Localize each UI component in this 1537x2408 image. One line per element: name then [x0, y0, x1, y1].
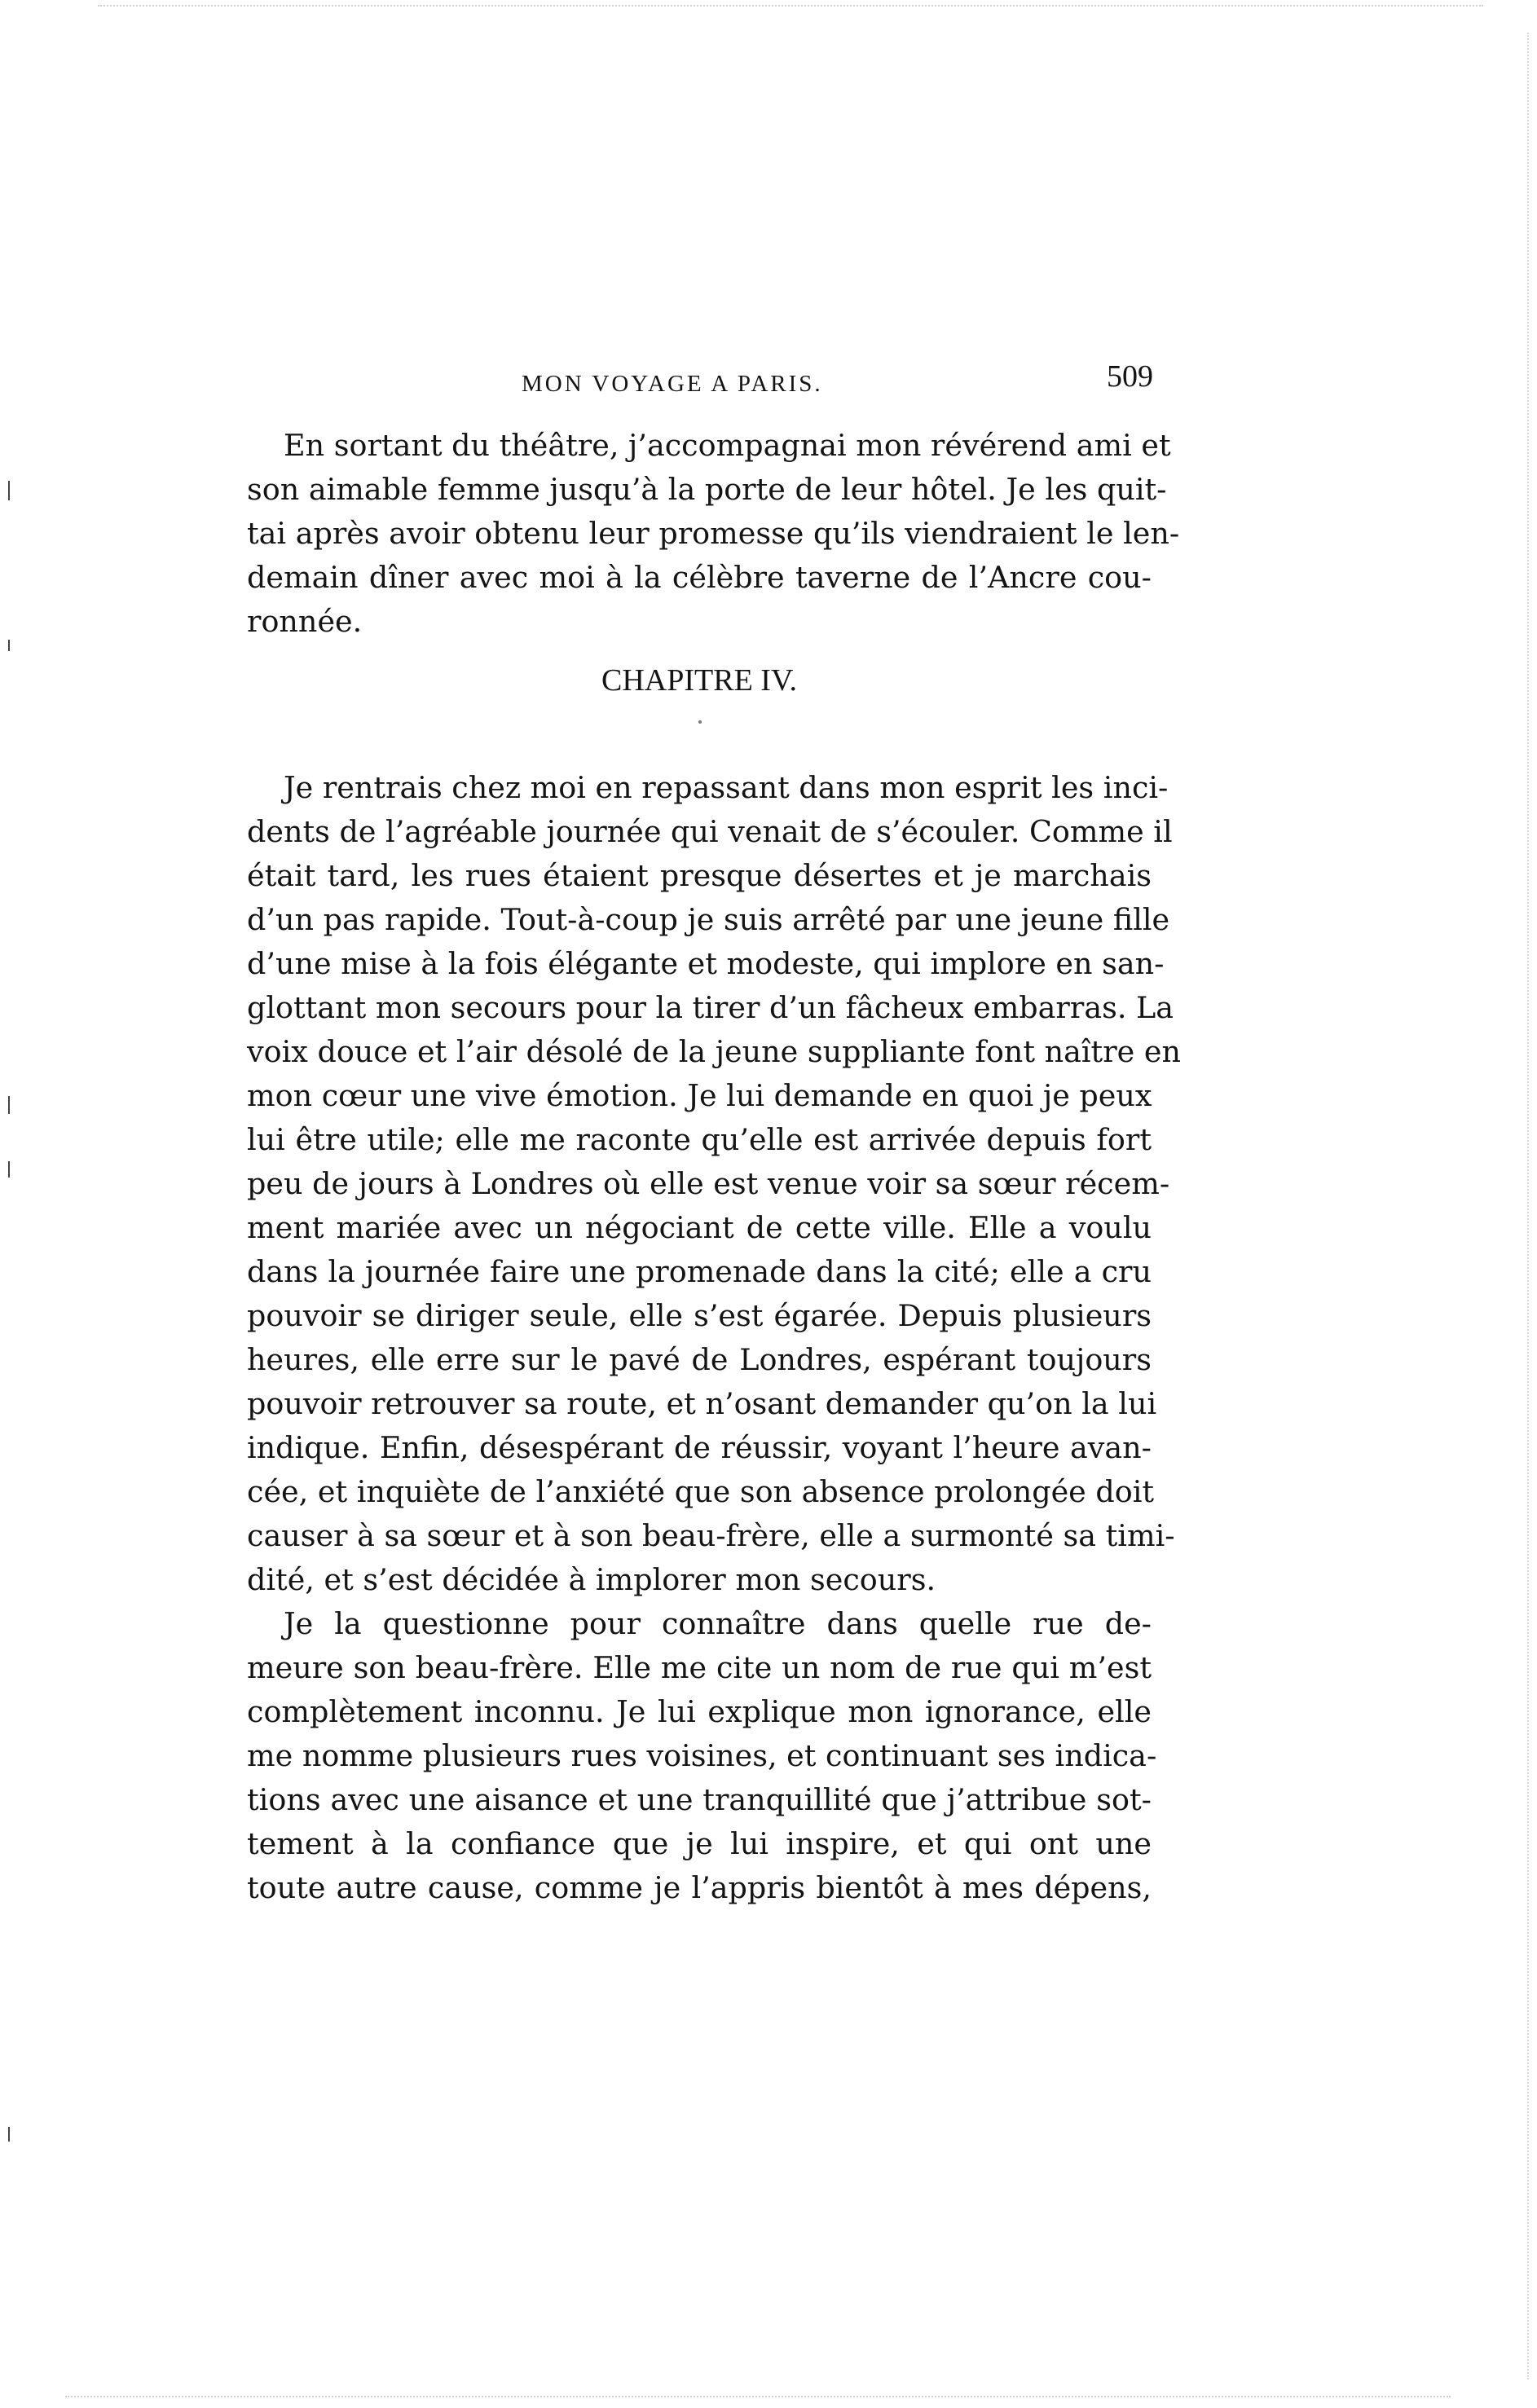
page-number: 509: [1107, 359, 1153, 394]
text-line: tai après avoir obtenu leur promesse qu’ils viendraient le len-: [247, 516, 1180, 551]
text-line: était tard, les rues étaient presque désertes et je marchais: [247, 858, 1152, 893]
text-line: dans la journée faire une promenade dans la cité; elle a cru: [247, 1254, 1152, 1289]
text-line: demain dîner avec moi à la célèbre taverne de l’Ancre cou-: [247, 560, 1152, 595]
text-line: Je rentrais chez moi en repassant dans mon esprit les inci-: [284, 770, 1169, 805]
paragraph-2: [247, 766, 1181, 1602]
page-header: [249, 359, 1153, 407]
margin-tick: [8, 1096, 10, 1114]
text-line: d’une mise à la fois élégante et modeste, qui implore en san-: [247, 946, 1165, 981]
margin-tick: [8, 481, 10, 500]
text-line: toute autre cause, comme je l’appris bientôt à mes dépens,: [247, 1870, 1152, 1905]
text-line: mon cœur une vive émotion. Je lui demande en quoi je peux: [247, 1078, 1152, 1113]
text-line: son aimable femme jusqu’à la porte de leur hôtel. Je les quit-: [247, 472, 1167, 507]
text-line: causer à sa sœur et à son beau-frère, elle a surmonté sa timi-: [247, 1518, 1175, 1553]
text-line: lui être utile; elle me raconte qu’elle est arrivée depuis fort: [247, 1122, 1152, 1157]
margin-tick: [8, 1161, 10, 1178]
text-line: d’un pas rapide. Tout-à-coup je suis arrêté par une jeune fille: [247, 902, 1170, 937]
scan-edge-top: [98, 5, 1483, 8]
scan-edge-right: [1527, 33, 1530, 2379]
margin-tick: [8, 640, 10, 651]
text-line: tions avec une aisance et une tranquillité que j’attribue sot-: [247, 1782, 1152, 1817]
text-line: pouvoir se diriger seule, elle s’est égarée. Depuis plusieurs: [247, 1298, 1152, 1333]
text-line: ronnée.: [247, 604, 363, 639]
scan-edge-bottom: [65, 2396, 1451, 2399]
text-line: dents de l’agréable journée qui venait de s’écouler. Comme il: [247, 814, 1173, 849]
text-line: heures, elle erre sur le pavé de Londres, espérant toujours: [247, 1342, 1152, 1377]
text-line: indique. Enfin, désespérant de réussir, voyant l’heure avan-: [247, 1430, 1152, 1465]
margin-tick: [8, 2127, 10, 2142]
text-line: me nomme plusieurs rues voisines, et continuant ses indica-: [247, 1738, 1157, 1773]
text-line: pouvoir retrouver sa route, et n’osant demander qu’on la lui: [247, 1386, 1157, 1421]
text-line: En sortant du théâtre, j’accompagnai mon révérend ami et: [284, 428, 1171, 463]
running-title: MON VOYAGE A PARIS.: [522, 371, 823, 397]
text-line: meure son beau-frère. Elle me cite un nom de rue qui m’est: [247, 1650, 1152, 1685]
text-line: complètement inconnu. Je lui explique mon ignorance, elle: [247, 1694, 1152, 1729]
text-line: dité, et s’est décidée à implorer mon secours.: [247, 1562, 936, 1597]
chapter-heading: CHAPITRE IV.: [601, 663, 797, 698]
text-line: cée, et inquiète de l’anxiété que son absence prolongée doit: [247, 1474, 1155, 1509]
text-line: voix douce et l’air désolé de la jeune suppliante font naître en: [247, 1034, 1181, 1069]
text-line: ment mariée avec un négociant de cette ville. Elle a voulu: [247, 1210, 1152, 1245]
text-line: peu de jours à Londres où elle est venue voir sa sœur récem-: [247, 1166, 1170, 1201]
paragraph-3: [247, 1602, 1157, 1910]
text-line: glottant mon secours pour la tirer d’un fâcheux embarras. La: [247, 990, 1174, 1025]
text-line: tement à la confiance que je lui inspire, et qui ont une: [247, 1826, 1152, 1861]
heading-ornament: [698, 720, 702, 724]
paragraph-1: [247, 424, 1180, 644]
text-line: Je la questionne pour connaître dans quelle rue de-: [284, 1606, 1152, 1641]
